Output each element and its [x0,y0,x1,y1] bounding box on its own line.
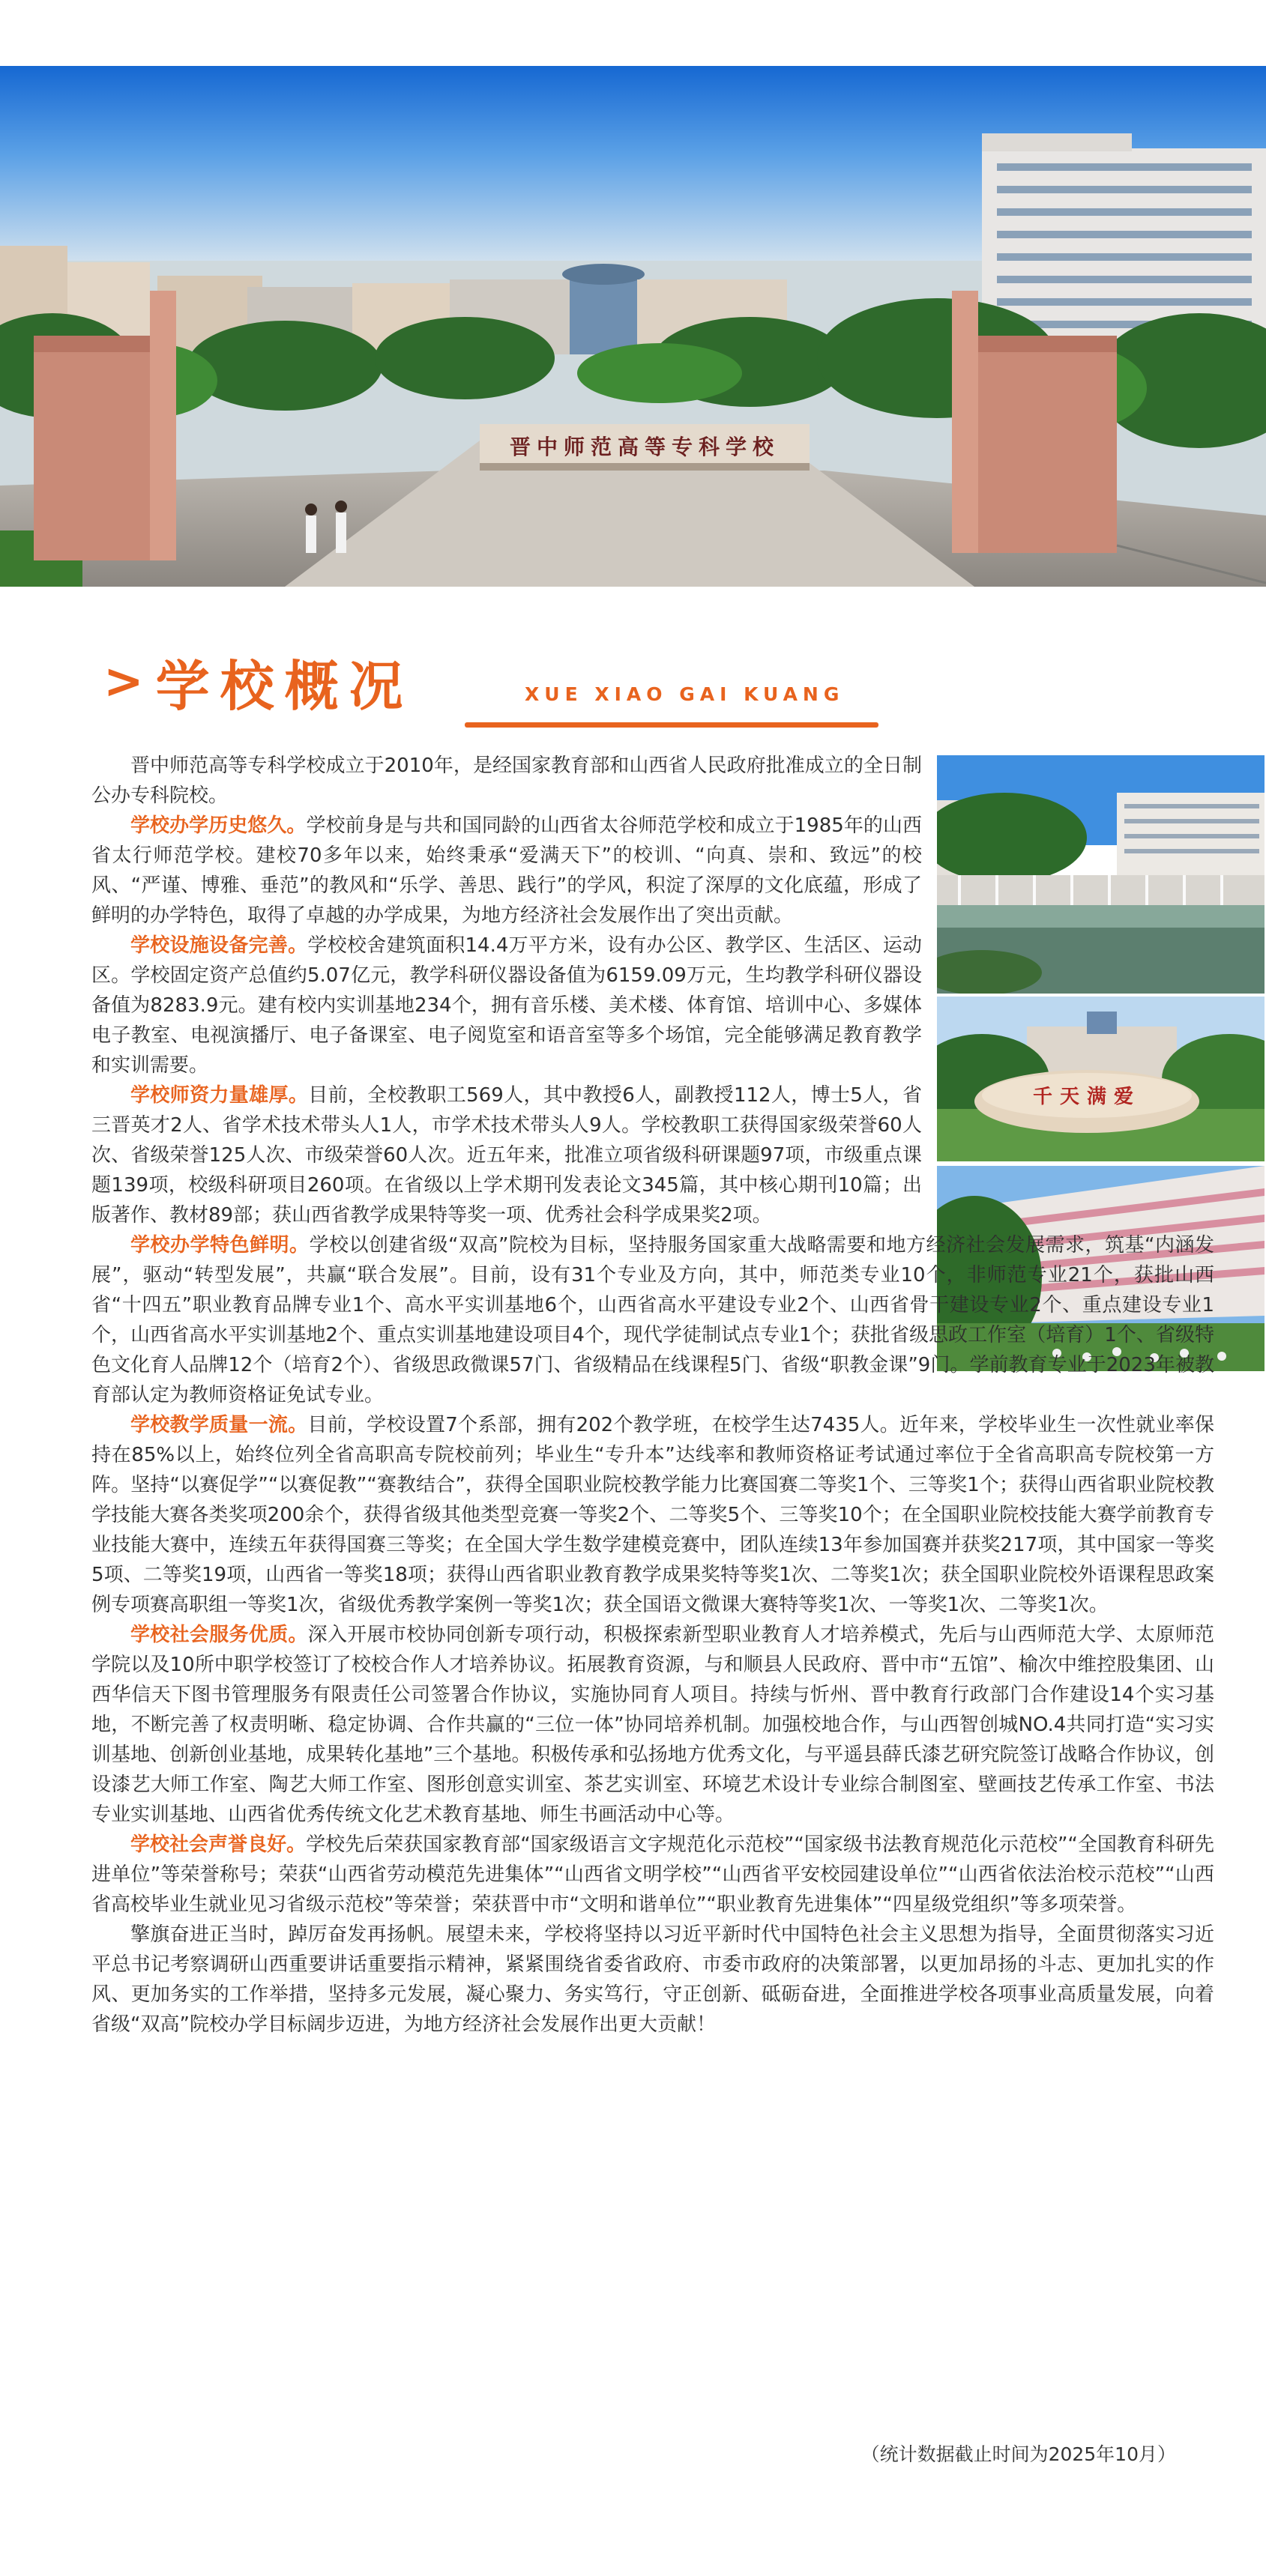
paragraph-text: 学校以创建省级“双高”院校为目标，坚持服务国家重大战略需要和地方经济社会发展需求，筑基“内涵发展”，驱动“转型发展”，共赢“联合发展”。目前，设有31个专业及方向，其中，师范类专业10个，非师范专业21个，获批山西省“十四五”职业教育品牌专业1个、高水平实训基地6个，山西省高水平建设专业2个、山西省骨干建设专业2个、重点建设专业1个，山西省高水平实训基地2个、重点实训基地建设项目4个，现代学徒制试点专业1个；获批省级思政工作室（培育）1个、省级特色文化育人品牌12个（培育2个）、省级思政微课57门、省级精品在线课程5门、省级“职教金课”9门。学前教育专业于2023年被教育部认定为教师资格证免试专业。 [91,1234,1214,1406]
reputation-paragraph [91,1830,1214,1920]
paragraph-lead: 学校办学特色鲜明。 [130,1234,310,1257]
paragraph-text: 擎旗奋进正当时，踔厉奋发再扬帆。展望未来，学校将坚持以习近平新时代中国特色社会主义思想为指导，全面贯彻落实习近平总书记考察调研山西重要讲话重要指示精神，紧紧围绕省委省政府、市委市政府的决策部署，以更加昂扬的斗志、更加扎实的作风、更加务实的工作举措，坚持多元发展，凝心聚力、务实笃行，守正创新、砥砺奋进，全面推进学校各项事业高质量发展，向着省级“双高”院校办学目标阔步迈进，为地方经济社会发展作出更大贡献！ [91,1923,1214,2036]
paragraph-text: 学校先后荣获国家教育部“国家级语言文字规范化示范校”“国家级书法教育规范化示范校”“全国教育科研先进单位”等荣誉称号；荣获“山西省劳动模范先进集体”“山西省文明学校”“山西省平安校园建设单位”“山西省依法治校示范校”“山西省高校毕业生就业见习省级示范校”等荣誉；荣获晋中市“文明和谐单位”“职业教育先进集体”“四星级党组织”等多项荣誉。 [91,1833,1214,1916]
paragraph-lead: 学校社会服务优质。 [130,1624,308,1646]
section-pinyin: XUE XIAO GAI KUANG [525,683,845,705]
social-service-paragraph [91,1620,1214,1830]
paragraph-lead: 学校办学历史悠久。 [130,814,307,837]
article-body [91,751,1214,2040]
faculty-paragraph [91,1080,922,1230]
facilities-paragraph [91,931,922,1080]
statistics-footnote: （统计数据截止时间为2025年10月） [860,2443,1176,2465]
gate-sign-text: 晋中师范高等专科学校 [509,435,780,459]
paragraph-text: 目前，学校设置7个系部，拥有202个教学班，在校学生达7435人。近年来，学校毕业生一次性就业率保持在85%以上，始终位列全省高职高专院校前列；毕业生“专升本”达线率和教师资格证考试通过率位于全省高职高专院校第一方阵。坚持“以赛促学”“以赛促教”“赛教结合”，获得全国职业院校教学能力比赛国赛二等奖1个、三等奖1个；获得山西省职业院校教学技能大赛各类奖项200余个，获得省级其他类型竞赛一等奖2个、二等奖5个、三等奖10个；在全国职业院校技能大赛学前教育专业技能大赛中，连续五年获得国赛三等奖；在全国大学生数学建模竞赛中，团队连续13年参加国赛并获奖217项，其中国家一等奖5项、二等奖19项，山西省一等奖18项；获得山西省职业教育教学成果奖特等奖1次、二等奖1次；获全国职业院校外语课程思政案例专项赛高职组一等奖1次，省级优秀教学案例一等奖1次；获全国语文微课大赛特等奖1次、一等奖1次、二等奖1次。 [91,1414,1214,1616]
intro-paragraph [91,751,922,811]
paragraph-lead: 学校教学质量一流。 [130,1414,308,1436]
paragraph-text: 学校前身是与共和国同龄的山西省太谷师范学校和成立于1985年的山西省太行师范学校。建校70多年以来，始终秉承“爱满天下”的校训、“向真、崇和、致远”的校风、“严谨、博雅、垂范”的教风和“乐学、善思、践行”的学风，积淀了深厚的文化底蕴，形成了鲜明的办学特色，取得了卓越的办学成果，为地方经济社会发展作出了突出贡献。 [91,814,922,927]
section-title: 学校概况 [155,655,414,718]
paragraph-text: 晋中师范高等专科学校成立于2010年，是经国家教育部和山西省人民政府批准成立的全日制公办专科院校。 [91,755,922,807]
campus-gate-photo [0,66,1266,587]
teaching-quality-paragraph [91,1410,1214,1620]
section-heading [103,644,414,719]
outlook-paragraph [91,1920,1214,2040]
heading-underline [465,722,878,728]
heading-arrow: > [103,654,144,710]
paragraph-lead: 学校师资力量雄厚。 [130,1084,309,1107]
paragraph-text: 深入开展市校协同创新专项行动，积极探索新型职业教育人才培养模式，先后与山西师范大学、太原师范学院以及10所中职学校签订了校校合作人才培养协议。拓展教育资源，与和顺县人民政府、晋中市“五馆”、榆次中维控股集团、山西华信天下图书管理服务有限责任公司签署合作协议，实施协同育人项目。持续与忻州、晋中教育行政部门合作建设14个实习基地，不断完善了权责明晰、稳定协调、合作共赢的“三位一体”协同培养机制。加强校地合作，与山西智创城NO.4共同打造“实习实训基地、创新创业基地，成果转化基地”三个基地。积极传承和弘扬地方优秀文化，与平遥县薛氏漆艺研究院签订战略合作协议，创设漆艺大师工作室、陶艺大师工作室、图形创意实训室、茶艺实训室、环境艺术设计专业综合制图室、壁画技艺传承工作室、书法专业实训基地、山西省优秀传统文化艺术教育基地、师生书画活动中心等。 [91,1624,1214,1826]
paragraph-lead: 学校社会声誉良好。 [130,1833,307,1856]
history-paragraph [91,811,922,931]
stone-inscription: 千天满爱 [1032,1086,1142,1108]
paragraph-text: 目前，全校教职工569人，其中教授6人，副教授112人，博士5人，省三晋英才2人、省学术技术带头人1人，市学术技术带头人9人。学校教职工获得国家级荣誉60人次、省级荣誉125人次、市级荣誉60人次。近五年来，批准立项省级科研课题97项，市级重点课题139项，校级科研项目260项。在省级以上学术期刊发表论文345篇，其中核心期刊10篇；出版著作、教材89部；获山西省教学成果特等奖一项、优秀社会科学成果奖2项。 [91,1084,922,1227]
features-paragraph [91,1230,1214,1410]
paragraph-lead: 学校设施设备完善。 [130,934,308,957]
paragraph-text: 学校校舍建筑面积14.4万平方米，设有办公区、教学区、生活区、运动区。学校固定资产总值约5.07亿元，教学科研仪器设备值为6159.09万元，生均教学科研仪器设备值为8283.9元。建有校内实训基地234个，拥有音乐楼、美术楼、体育馆、培训中心、多媒体电子教室、电视演播厅、电子备课室、电子阅览室和语音室等多个场馆，完全能够满足教育教学和实训需要。 [91,934,922,1077]
